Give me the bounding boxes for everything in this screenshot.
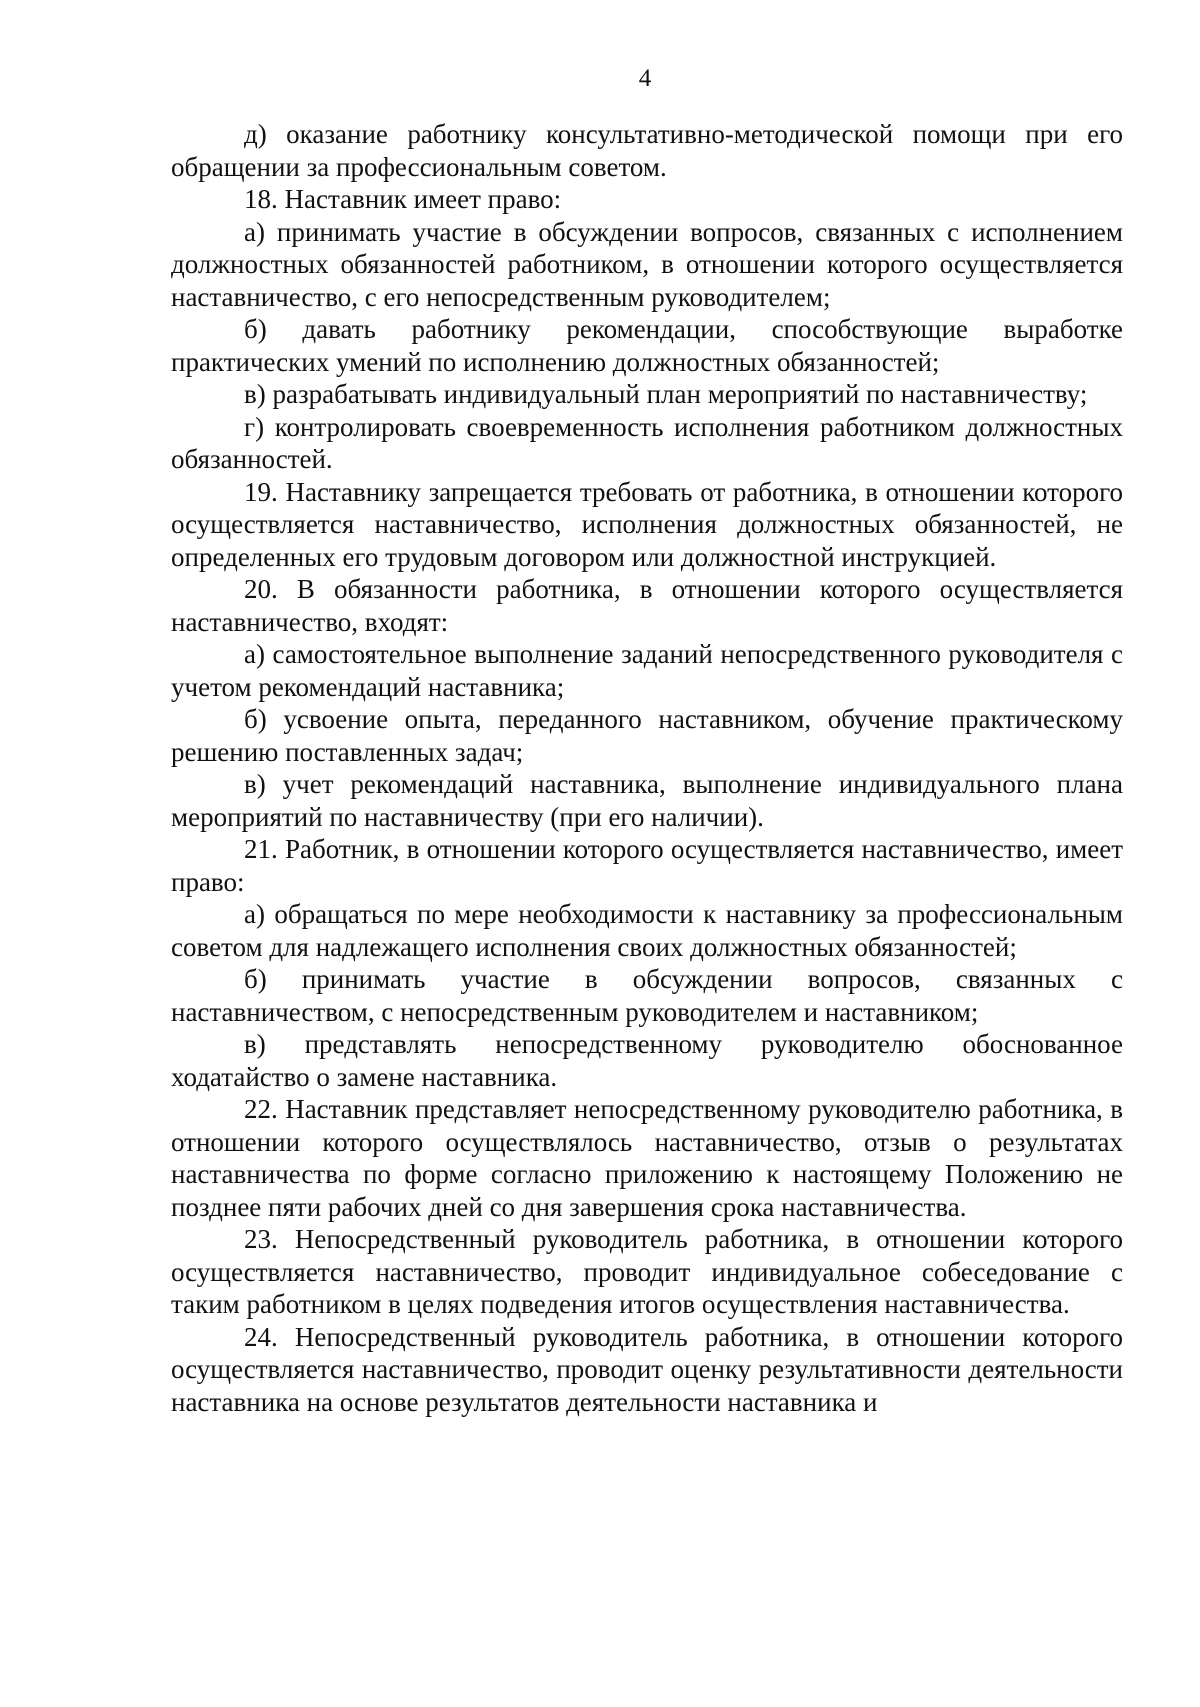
clause-21-item-v: в) представлять непосредственному руководителю обоснованное ходатайство о замене наставника. bbox=[171, 1029, 1123, 1092]
clause-18-item-g: г) контролировать своевременность исполнения работником должностных обязанностей. bbox=[171, 411, 1123, 474]
clause-20-heading: 20. В обязанности работника, в отношении которого осуществляется наставничество, входят: bbox=[171, 574, 1123, 637]
clause-19: 19. Наставнику запрещается требовать от работника, в отношении которого осуществляется наставничество, исполнения должностных обязанностей, не определенных его трудовым договором или должностной инструкцией. bbox=[171, 476, 1123, 572]
clause-23: 23. Непосредственный руководитель работника, в отношении которого осуществляется наставничество, проводит индивидуальное собеседование с таким работником в целях подведения итогов осуществления наставничества. bbox=[171, 1224, 1123, 1319]
page-number: 4 bbox=[638, 65, 652, 92]
clause-18-heading: 18. Наставник имеет право: bbox=[244, 184, 562, 214]
document-body bbox=[171, 118, 1123, 1418]
clause-21-heading: 21. Работник, в отношении которого осуществляется наставничество, имеет право: bbox=[171, 834, 1123, 897]
clause-20-item-a: а) самостоятельное выполнение заданий непосредственного руководителя с учетом рекомендаций наставника; bbox=[171, 639, 1123, 702]
clause-20-item-b: б) усвоение опыта, переданного наставником, обучение практическому решению поставленных задач; bbox=[171, 704, 1123, 767]
clause-18-item-b: б) давать работнику рекомендации, способствующие выработке практических умений по исполнению должностных обязанностей; bbox=[171, 314, 1123, 377]
paragraph-d-consultation: д) оказание работнику консультативно-методической помощи при его обращении за профессиональным советом. bbox=[171, 119, 1123, 182]
clause-22: 22. Наставник представляет непосредственному руководителю работника, в отношении которого осуществлялось наставничество, отзыв о результатах наставничества по форме согласно приложению к настоящему Положению не позднее пяти рабочих дней со дня завершения срока наставничества. bbox=[171, 1094, 1123, 1222]
clause-21-item-a: а) обращаться по мере необходимости к наставнику за профессиональным советом для надлежащего исполнения своих должностных обязанностей; bbox=[171, 899, 1123, 962]
clause-18-item-v: в) разрабатывать индивидуальный план мероприятий по наставничеству; bbox=[244, 379, 1088, 409]
clause-18-item-a: а) принимать участие в обсуждении вопросов, связанных с исполнением должностных обязанностей работником, в отношении которого осуществляется наставничество, с его непосредственным руководителем; bbox=[171, 216, 1123, 312]
clause-24: 24. Непосредственный руководитель работника, в отношении которого осуществляется наставничество, проводит оценку результативности деятельности наставника на основе результатов деятельности наставника и bbox=[171, 1321, 1123, 1417]
clause-21-item-b: б) принимать участие в обсуждении вопросов, связанных с наставничеством, с непосредственным руководителем и наставником; bbox=[171, 964, 1123, 1027]
clause-20-item-v: в) учет рекомендаций наставника, выполнение индивидуального плана мероприятий по наставничеству (при его наличии). bbox=[171, 769, 1123, 832]
